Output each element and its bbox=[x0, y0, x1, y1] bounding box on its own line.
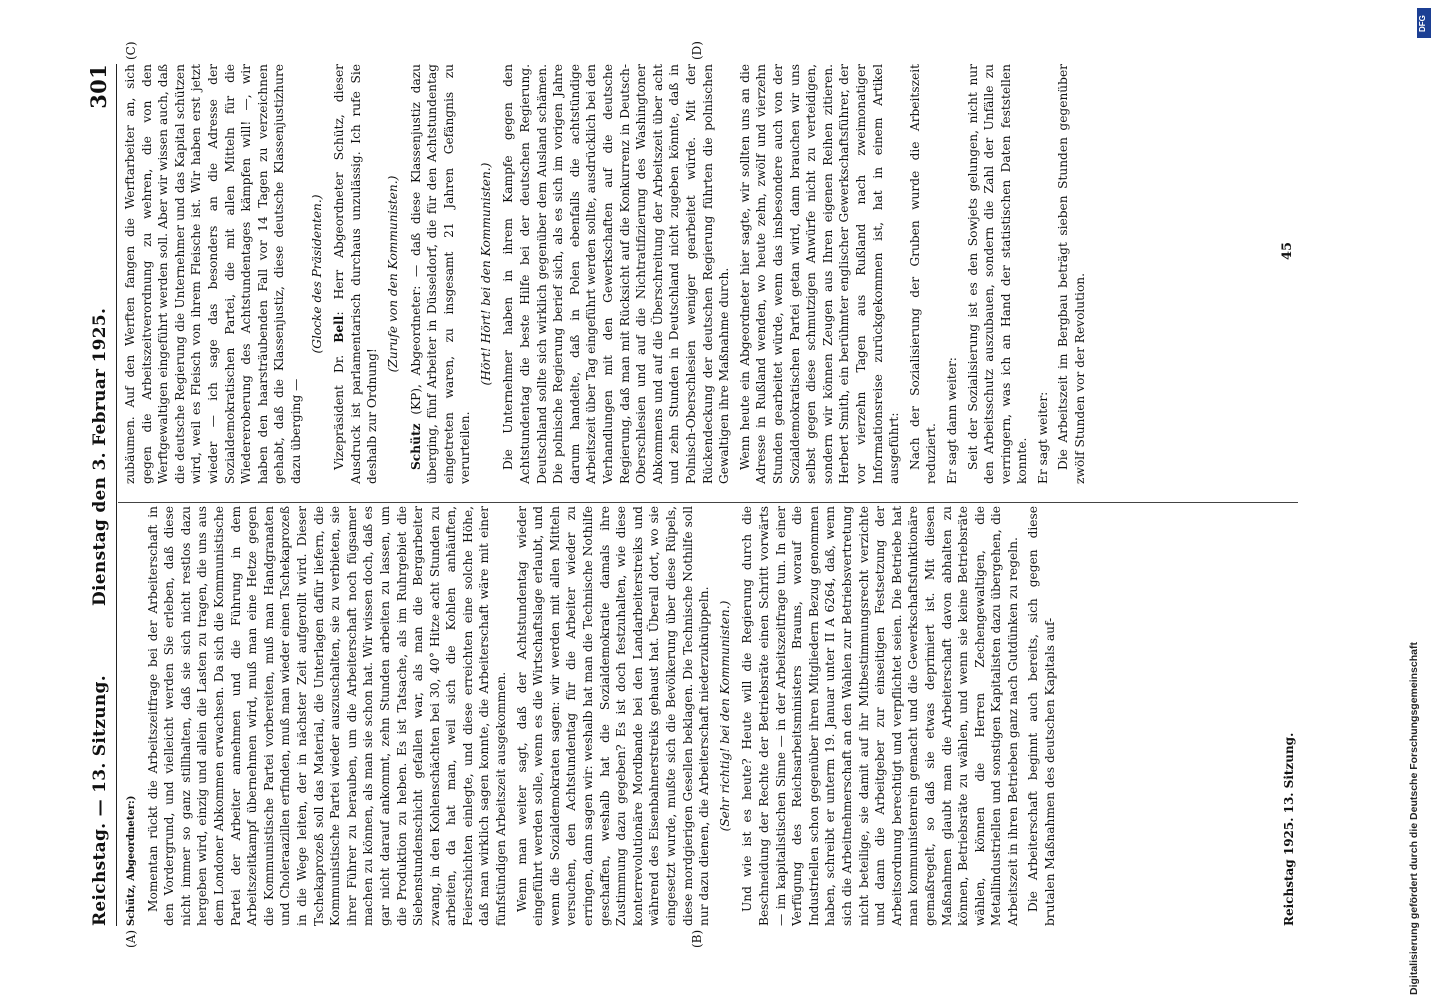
page-footer: Reichstag 1925. 13. Sitzung. bbox=[1282, 732, 1296, 926]
quotation: Nach der Sozialisierung der Gruben wurde die Arbeitszeit reduziert. bbox=[907, 64, 939, 484]
vice-president-remark: Vizepräsident Dr. Bell: Herr Abgeordneter Schütz, dieser Ausdruck ist parlamentarisch durchaus unzulässig. Ich rufe Sie deshalb zur Ordnung! bbox=[332, 63, 380, 484]
speaker-paragraph: Schütz (KP), Abgeordneter: — daß diese Klassenjustiz dazu überging, fünf Arbeiter in Düsseldorf, die für den Achtstundentag eingetreten waren, zu insgesamt 21 Jahren Gefängnis zu verurteilen. bbox=[408, 64, 473, 484]
header-session: Reichstag. — 13. Sitzung. bbox=[90, 675, 110, 926]
margin-mark-a: (A) bbox=[124, 929, 138, 948]
credit-text: Digitalisierung gefördert durch die Deutsche Forschungsgemeinschaft bbox=[1408, 642, 1420, 995]
body-paragraph: zubäumen. Auf den Werften fangen die Werftarbeiter an, sich gegen die Arbeitszeitverordnung zu wehren, die von den Werftgewaltigen eingeführt werden soll. Aber wir wissen auch, daß die deutsche Regierung die Unternehmer und das Kapital schützen wird, weil es Fleisch von ihrem Fleische ist. Wir haben erst jetzt wieder — ich sage das besonders an die Adresse der Sozialdemokratischen Partei, die mit allen Mitteln für die Wiedereroberung des Achtstundentages kämpfen will! —, wir haben den haarsträubenden Fall vor 14 Tagen zu verzeichnen gehabt, daß die Klassenjustiz, diese deutsche Klassenjustizhure dazu überging — bbox=[123, 64, 303, 484]
header-date: Dienstag den 3. Februar 1925. bbox=[90, 307, 110, 606]
body-paragraph: Und wie ist es heute? Heute will die Regierung durch die Beschneidung der Rechte der Betriebsräte einen Schritt vorwärts — im kapitalistischen Sinne — in der Arbeitszeitfrage tun. In einer Verfügung des Reichsarbeitsministers Brauns, worauf die Industriellen schon gegenüber ihren Mitgliedern Bezug genommen haben, schreibt er unterm 19. Januar unter II A 6264, daß, wenn sich die Arbeitnehmerschaft an den Wahlen zur Betriebsvertretung nicht beteilige, sie damit auf ihr Mitbestimmungsrecht verzichte und dann die Arbeitgeber zur einseitigen Festsetzung der Arbeitsordnung berechtigt und verpflichtet seien. Die Betriebe hat man kommunistenrein gemacht und die Gewerkschaftsfunktionäre gemaßregelt, so daß sie etwas deprimiert ist. Mit diesen Maßnahmen glaubt man die Arbeiterschaft davon abhalten zu können, Betriebsräte zu wählen, und wenn sie keine Betriebsräte wählen, können die Herren Zechengewaltigen, die Metallindustriellen und sonstigen Kapitalisten dazu übergehen, die Arbeitszeit in ihren Betrieben ganz nach Gutdünken zu regeln. bbox=[740, 506, 1020, 926]
interjection: (Zurufe von den Kommunisten.) bbox=[385, 175, 400, 373]
running-header bbox=[86, 64, 116, 926]
right-text-column bbox=[122, 64, 1093, 484]
margin-mark-c: (C) bbox=[124, 41, 138, 60]
body-paragraph: Die Unternehmer haben in ihrem Kampfe gegen den Achtstundentag die beste Hilfe bei der deutschen Regierung. Deutschland sollte sich wirklich gegenüber dem Ausland schämen. Die polnische Regierung berief sich, als es sich im vorigen Jahre darum handelte, daß in Polen ebenfalls die achtstündige Arbeitszeit über Tag eingeführt werden sollte, ausdrücklich bei den Verhandlungen mit den Gewerkschaften auf die deutsche Regierung, daß man mit Rücksicht auf die Konkurrenz in Deutsch-Oberschlesien und auf die Nichtratifizierung des Washingtoner Abkommens und auf die Überschreitung der Arbeitszeit über acht und zehn Stunden in Deutschland nicht zugeben könnte, daß in Polnisch-Oberschlesien weniger gearbeitet würde. Mit der Rückendeckung der deutschen Regierung führten die polnischen Gewaltigen ihre Maßnahme durch. bbox=[501, 64, 732, 484]
body-text: Er sagt dann weiter: bbox=[944, 357, 959, 484]
body-paragraph: Momentan rückt die Arbeitszeitfrage bei der Arbeiterschaft in den Vordergrund, und vielleicht werden Sie erleben, daß diese nicht immer so ganz stillhalten, daß sie sich nicht restlos dazu hergeben wird, einzig und allein die Lasten zu tragen, die uns aus dem Londoner Abkommen erwachsen. Da sich die Kommunistische Partei der Arbeiter annehmen und die Führung in dem Arbeitszeitkampf übernehmen wird, muß man eine Hetze gegen die Kommunistische Partei vorbereiten, muß man Handgranaten und Choleraazillen erfinden, muß man wieder einen Tschekaprozeß in die Wege leiten, der in nächster Zeit aufgerollt wird. Dieser Tschekaprozeß soll das Material, die Unterlagen dafür liefern, die Kommunistische Partei wieder auszuschalten, sie zu verbieten, sie ihrer Führer zu berauben, um die Arbeiterschaft noch fügsamer machen zu können, als man sie schon hat. Wir wissen doch, daß es gar nicht darauf ankommt, zehn Stunden arbeiten zu lassen, um die Produktion zu heben. Es ist Tatsache, als im Ruhrgebiet die Siebenstundenschicht gefallen war, als man die Bergarbeiter zwang, in den Kohlenschächten bei 30, 40° Hitze acht Stunden zu arbeiten, da hat man, weil sich die Kohlen anhäuften, Feierschichten einlegte, und diese erreichten eine solche Höhe, daß man wirklich sagen konnte, die Arbeiterschaft wäre mit einer fünfstündigen Arbeitszeit ausgekommen. bbox=[145, 506, 509, 926]
body-paragraph: Wenn heute ein Abgeordneter hier sagte, wir sollten uns an die Adresse in Rußland wenden, wo heute zehn, zwölf und vierzehn Stunden gearbeitet würde, wenn das insbesondere auch von der Sozialdemokratischen Partei getan wird, dann brauchen wir uns selbst gegen diese schmutzigen Anwürfe nicht zu verteidigen, sondern wir können Zeugen aus Ihren eigenen Reihen zitieren. Herbert Smith, ein berühmter englischer Gewerkschaftsführer, der vor vierzehn Tagen aus Rußland nach zweimonatiger Informationsreise zurückgekommen ist, hat in einem Artikel ausgeführt: bbox=[737, 64, 902, 484]
interjection: (Glocke des Präsidenten.) bbox=[309, 194, 324, 354]
interjection: (Hört! Hört! bei den Kommunisten.) bbox=[478, 162, 493, 386]
speaker-continuation: Schütz, Abgeordneter:) bbox=[126, 795, 137, 926]
dfg-logo: DFG bbox=[1417, 8, 1431, 38]
body-paragraph: Wenn man weiter sagt, daß der Achtstundentag wieder eingeführt werden solle, wenn es die Wirtschaftslage erlaubt, und wenn die Sozialdemokraten sagen: wir werden mit allen Mitteln versuchen, den Achtstundentag für die Arbeiter wieder zu erringen, dann sagen wir: weshalb hat man die Technische Nothilfe geschaffen, weshalb hat die Sozialdemokratie damals ihre Zustimmung dazu gegeben? Es ist doch festzuhalten, wie diese konterrevolutionäre Mordbande bei den Landarbeiterstreiks und während des Eisenbahnerstreiks gehaust hat. Überall dort, wo sie eingesetzt wurde, mußte sich die Bevölkerung über diese Rüpels, diese mordgierigen Gesellen beklagen. Die Technische Nothilfe soll nur dazu dienen, die Arbeiterschaft niederzuknüppeln. bbox=[514, 506, 712, 926]
signature-number: 45 bbox=[1280, 241, 1295, 260]
digitization-credit bbox=[1408, 10, 1434, 995]
interjection: (Sehr richtig! bei den Kommunisten.) bbox=[717, 600, 732, 832]
header-rule bbox=[116, 64, 117, 926]
body-paragraph: Die Arbeiterschaft beginnt auch bereits, sich gegen diese brutalen Maßnahmen des deutschen Kapitals auf- bbox=[1026, 506, 1058, 926]
margin-mark-b: (B) bbox=[690, 929, 704, 948]
quotation: Die Arbeitszeit im Bergbau beträgt sieben Stunden gegenüber zwölf Stunden vor der Revolution. bbox=[1056, 64, 1088, 484]
body-text: Er sagt weiter: bbox=[1035, 391, 1050, 484]
header-page-number: 301 bbox=[86, 64, 111, 109]
speaker-name: Bell bbox=[332, 315, 347, 343]
speaker-name: Schütz bbox=[408, 423, 423, 470]
quotation: Seit der Sozialisierung ist es den Sowjets gelungen, nicht nur den Arbeitsschutz auszubauen, sondern die Zahl der Unfälle zu verringern, was ich an Hand der statistischen Daten feststellen konnte. bbox=[965, 64, 1030, 484]
left-text-column bbox=[122, 506, 1063, 926]
margin-mark-d: (D) bbox=[690, 41, 704, 60]
column-divider bbox=[118, 502, 1298, 503]
